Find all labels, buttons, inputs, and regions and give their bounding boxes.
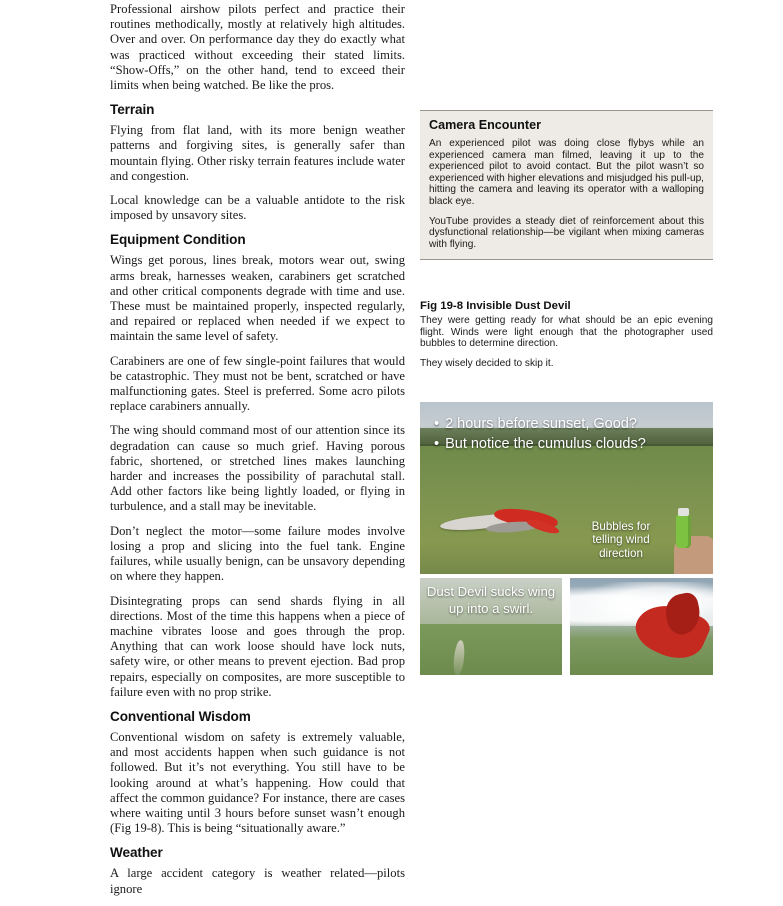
dust-swirl (452, 640, 466, 675)
body-paragraph: Don’t neglect the motor—some failure modes involve losing a prop and slicing into the fuel tank. Engine failures, while usually benign, can be unsavory depending on where they happen. (110, 523, 405, 584)
photo-caption-line-1: • 2 hours before sunset, Good? (434, 414, 704, 434)
section-heading-conventional-wisdom: Conventional Wisdom (110, 708, 251, 724)
body-paragraph: Local knowledge can be a valuable antidote to the risk imposed by unsavory sites. (110, 193, 405, 223)
figure-caption-block (420, 300, 713, 377)
bubble-annotation: Bubbles for telling wind direction (591, 520, 651, 560)
body-paragraph: The wing should command most of our attention since its degradation can cause so much grief. Having porous fabric, shortened, or stretched lines makes launching harder and increases the possibility of parachutal stall. Add other factors like being lightly loaded, or flying in turbulence, and a stall may be inevitable. (110, 423, 405, 514)
figure-caption-title: Fig 19-8 Invisible Dust Devil (420, 300, 571, 312)
paraglider-wing (440, 508, 562, 538)
photo-caption-dust-devil: Dust Devil sucks wing up into a swirl. (426, 584, 556, 616)
body-paragraph: A large accident category is weather related—pilots ignore (110, 866, 405, 896)
photo-caption-line-2: • But notice the cumulus clouds? (434, 434, 704, 454)
body-paragraph: Carabiners are one of few single-point failures that would be catastrophic. They must not be bent, scratched or have malfunctioning gates. Steel is preferred. Some acro pilots replace carabiners annually. (110, 353, 405, 414)
body-paragraph: Flying from flat land, with its more benign weather patterns and forgiving sites, is generally safer than mountain flying. Other risky terrain features include water and congestion. (110, 123, 405, 183)
photo-caption-overlay (434, 414, 704, 454)
sidebar-callout-paragraph: An experienced pilot was doing close flybys while an experienced camera man filmed, leaving it up to the experienced pilot to avoid contact. But the pilot wasn’t so experienced with higher elevations and misjudged his pull-up, hitting the camera and leaving its operator with a walloping black eye. (429, 138, 704, 207)
body-paragraph: Wings get porous, lines break, motors wear out, swing arms break, harnesses weaken, carabiners get scratched and other critical components degrade with time and use. These must be maintained properly, inspected regularly, and repaired or replaced when needed if we expect to maintain the same level of safety. (110, 253, 405, 344)
body-paragraph: Disintegrating props can send shards flying in all directions. Most of the time this happens when a piece of machine vibrates loose and goes through the prop. Anything that can work loose should have lock nuts, safety wire, or other means to prevent ejection. Bad prop repairs, especially on composites, are more susceptible to failure even with no prop strike. (110, 593, 405, 699)
section-heading-equipment-condition: Equipment Condition (110, 232, 246, 248)
main-text-column (110, 0, 405, 906)
section-heading-terrain: Terrain (110, 102, 155, 118)
section-heading-weather: Weather (110, 845, 163, 861)
body-paragraph: Conventional wisdom on safety is extremely valuable, and most accidents happen when such guidance is not followed. But it’s not everything. You still have to be looking around at what’s happening. How could that affect the common guidance? For instance, there are cases where waiting until 3 hours before sunset wasn’t enough (Fig 19-8). This is being “situationally aware.” (110, 729, 405, 836)
figure-caption-paragraph: They wisely decided to skip it. (420, 357, 554, 369)
photo-dust-devil-left (420, 578, 562, 675)
bubble-bottle (676, 514, 691, 548)
photo-dust-devil-right (570, 578, 713, 675)
body-paragraph: Professional airshow pilots perfect and practice their routines methodically, mostly at relatively high altitudes. Over and over. On performance day they do exactly what was practiced without exceeding their stated limits. “Show-Offs,” on the other hand, tend to exceed their limits when being watched. Be like the pros. (110, 2, 405, 93)
photo-field-with-wing (420, 402, 713, 574)
sidebar-callout-box (420, 110, 713, 260)
hand-with-bubble-bottle (670, 514, 713, 574)
sidebar-callout-paragraph: YouTube provides a steady diet of reinforcement about this dysfunctional relationship—be vigilant when mixing cameras with flying. (429, 215, 704, 250)
sidebar-callout-title: Camera Encounter (429, 118, 541, 132)
bottle-cap (678, 508, 689, 516)
figure-caption-paragraph: They were getting ready for what should be an epic evening flight. Winds were light enough that the photographer used bubbles to determine direction. (420, 315, 713, 350)
